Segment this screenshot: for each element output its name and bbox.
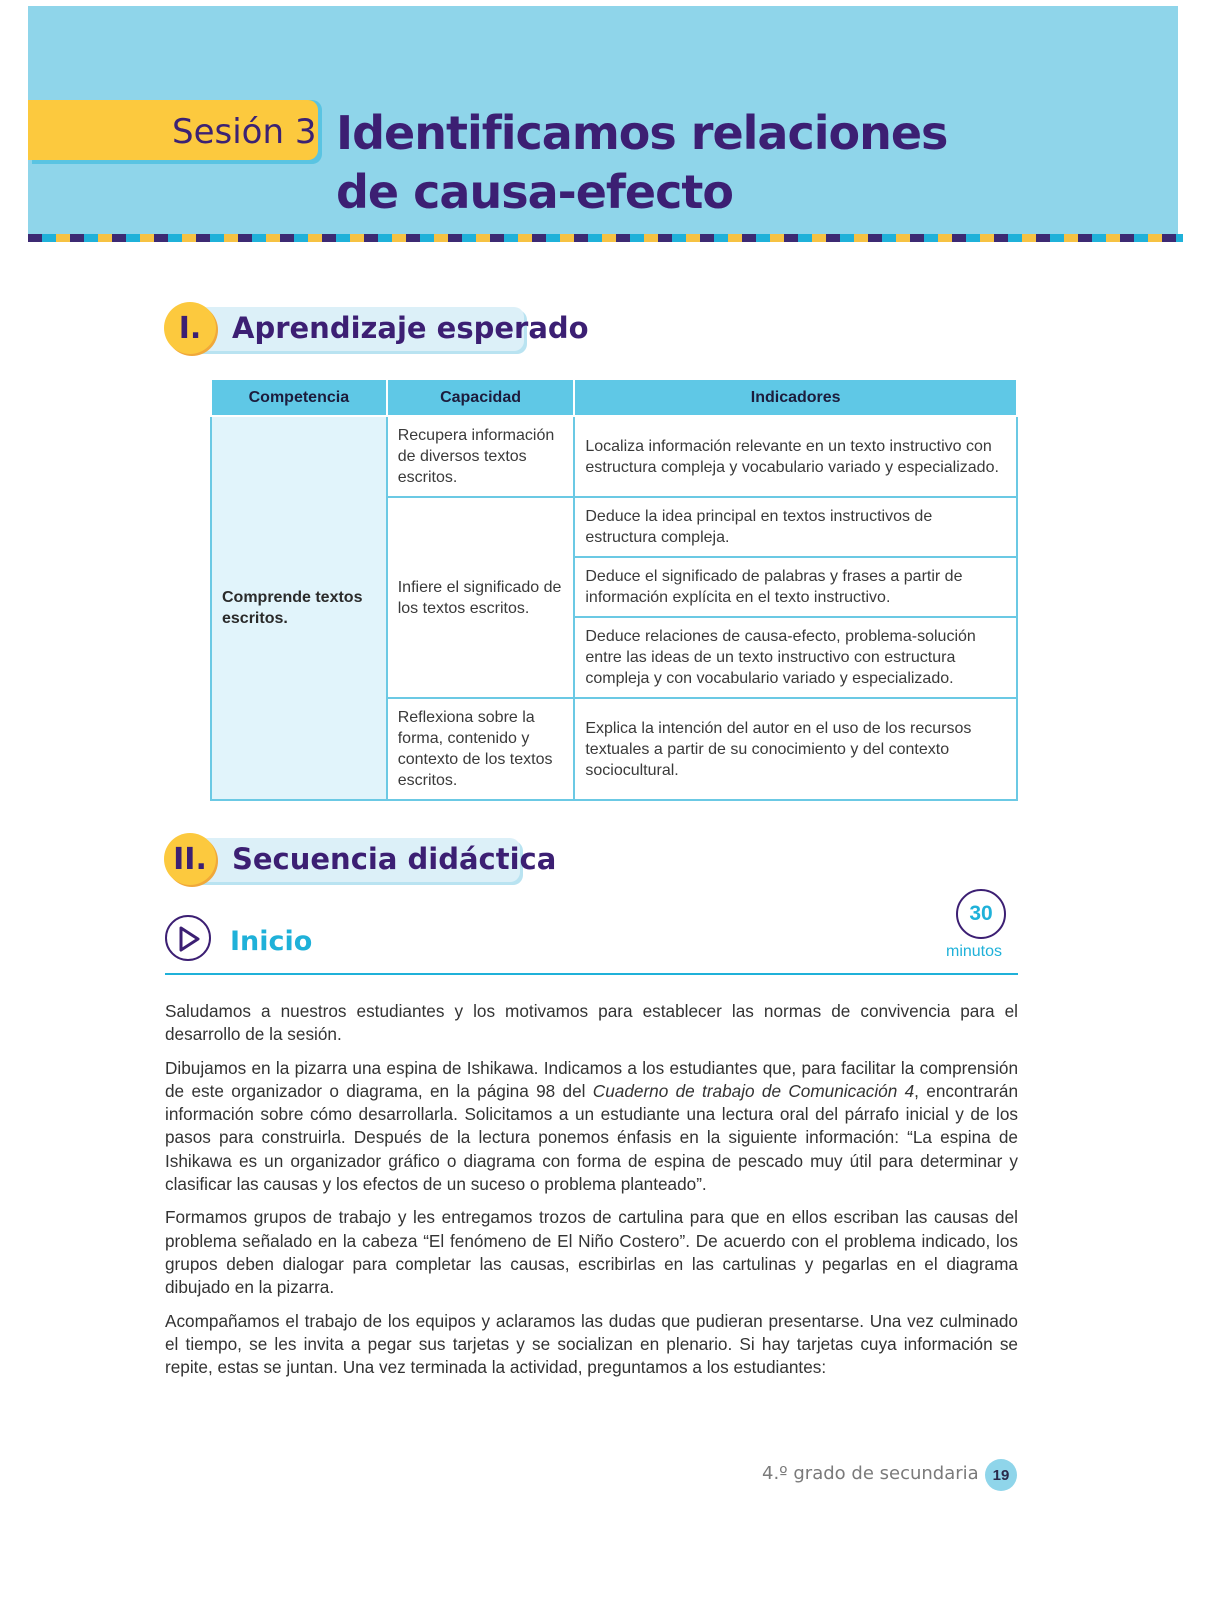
timer-value: 30 — [969, 902, 993, 925]
paragraph: Saludamos a nuestros estudiantes y los motivamos para establecer las normas de convivencia para el desarrollo de la sesión. — [165, 1001, 1018, 1045]
header-competencia: Competencia — [211, 379, 387, 416]
page-title-line1: Identificamos relaciones — [336, 106, 948, 160]
book-title: Cuaderno de trabajo de Comunicación 4 — [592, 1080, 915, 1101]
paragraph: Acompañamos el trabajo de los equipos y aclaramos las dudas que pudieran presentarse. Una vez culminado el tiempo, se les invita a pegar sus tarjetas y se socializan en plenario. Si hay tarjetas cuya información se repite, estas se juntan. Una vez terminada la actividad, preguntamos a los estudiantes: — [165, 1310, 1018, 1378]
section2-title: Secuencia didáctica — [232, 842, 557, 876]
capacidad-cell: Recupera información de diversos textos escritos. — [387, 416, 575, 497]
header-stripe — [28, 234, 1183, 242]
section2-numeral: II. — [164, 833, 216, 885]
inicio-body — [165, 1000, 1018, 1389]
competencia-cell: Comprende textos escritos. — [211, 416, 387, 800]
indicador-cell: Explica la intención del autor en el uso de los recursos textuales a partir de su conocimiento y del contexto sociocultural. — [574, 698, 1017, 800]
paragraph: Dibujamos en la pizarra una espina de Ishikawa. Indicamos a los estudiantes que, para facilitar la comprensión de este organizador o diagrama, en la página 98 del Cuaderno de trabajo de Comunicación 4, encontrarán información sobre cómo desarrollarla. Solicitamos a un estudiante una lectura oral del párrafo inicial y de los pasos para construirla. Después de la lectura ponemos énfasis en la siguiente información: “La espina de Ishikawa es un organizador gráfico o diagrama con forma de espina de pescado muy útil para determinar y clasificar las causas y los efectos de un suceso o problema planteado”. — [165, 1057, 1019, 1195]
page-number: 19 — [985, 1459, 1017, 1491]
section1-title: Aprendizaje esperado — [232, 311, 589, 345]
page-title-line2: de causa-efecto — [336, 165, 733, 219]
timer-icon — [956, 889, 1006, 939]
inicio-divider — [165, 973, 1018, 975]
section1-numeral: I. — [164, 302, 216, 354]
footer-grade: 4.º grado de secundaria — [762, 1463, 979, 1484]
table-header-row — [211, 379, 1017, 416]
competencies-table — [210, 378, 1018, 801]
timer-unit: minutos — [946, 943, 1003, 960]
indicador-cell: Localiza información relevante en un texto instructivo con estructura compleja y vocabulario variado y especializado. — [574, 416, 1017, 497]
capacidad-cell: Reflexiona sobre la forma, contenido y contexto de los textos escritos. — [387, 698, 575, 800]
table-row — [211, 416, 1017, 497]
capacidad-cell: Infiere el significado de los textos escritos. — [387, 497, 575, 698]
header-indicadores: Indicadores — [574, 379, 1017, 416]
indicador-cell: Deduce la idea principal en textos instructivos de estructura compleja. — [574, 497, 1017, 557]
session-label: Sesión 3 — [172, 112, 317, 152]
indicador-cell: Deduce relaciones de causa-efecto, problema-solución entre las ideas de un texto instructivo con estructura compleja y con vocabulario variado y especializado. — [574, 617, 1017, 698]
inicio-title: Inicio — [230, 926, 313, 957]
paragraph: Formamos grupos de trabajo y les entregamos trozos de cartulina para que en ellos escriban las causas del problema señalado en la cabeza “El fenómeno de El Niño Costero”. De acuerdo con el problema indicado, los grupos deben dialogar para completar las causas, escribirlas en las cartulinas y pegarlas en el diagrama dibujado en la pizarra. — [165, 1207, 1018, 1298]
header-capacidad: Capacidad — [387, 379, 575, 416]
indicador-cell: Deduce el significado de palabras y frases a partir de información explícita en el texto instructivo. — [574, 557, 1017, 617]
play-icon — [165, 915, 211, 961]
